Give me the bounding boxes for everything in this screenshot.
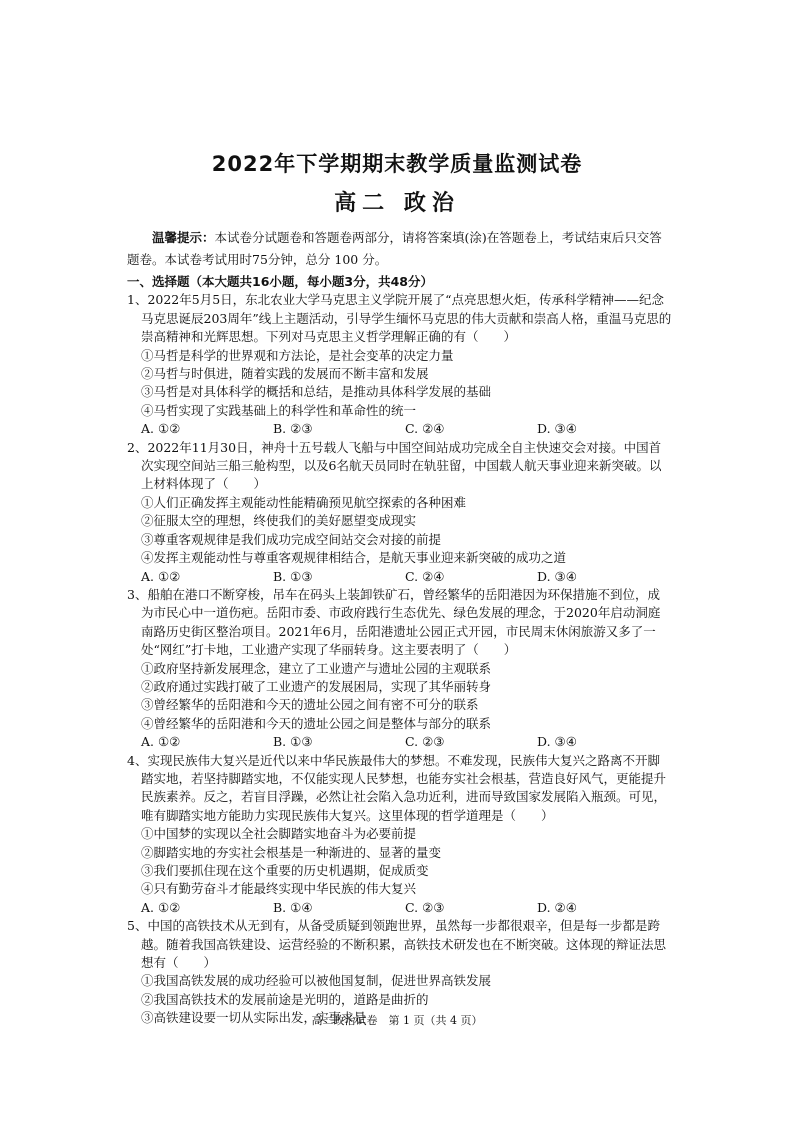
choice-a: A. ①② xyxy=(141,899,181,915)
question-option: ①马哲是科学的世界观和方法论，是社会变革的决定力量 xyxy=(141,347,454,363)
question-option: ②马哲与时俱进，随着实践的发展而不断丰富和发展 xyxy=(141,366,429,382)
exam-tip xyxy=(127,227,667,271)
question-option: ①政府坚持新发展理念，建立了工业遗产与遗址公园的主观联系 xyxy=(141,660,492,676)
choice-c: C. ②④ xyxy=(405,421,445,437)
question-option: ①人们正确发挥主观能动性能精确预见航空探索的各种困难 xyxy=(141,494,467,510)
choice-a: A. ①② xyxy=(141,568,181,584)
choice-c: C. ②④ xyxy=(405,568,445,584)
question-option: ③高铁建设要一切从实际出发，实事求是 xyxy=(141,1010,367,1026)
question-stem: 1、2022年5月5日，东北农业大学马克思主义学院开展了“点亮思想火炬，传承科学精神——纪念马克思诞辰203周年”线上主题活动，引导学生缅怀马克思的伟大贡献和崇高人格，重温马克思的崇高精神和光辉思想。下列对马克思主义哲学理解正确的有（ ） xyxy=(127,292,672,345)
question-3 xyxy=(127,586,672,752)
choice-c: C. ②③ xyxy=(405,734,445,750)
exam-title: 2022年下学期期末教学质量监测试卷 xyxy=(211,152,583,176)
choice-d: D. ③④ xyxy=(537,568,577,584)
answer-choices xyxy=(127,568,672,586)
choice-d: D. ③④ xyxy=(537,734,577,750)
question-option: ③我们要抓住现在这个重要的历史机遇期，促成质变 xyxy=(141,863,429,878)
question-option: ③马哲是对具体科学的概括和总结，是推动具体科学发展的基础 xyxy=(141,384,492,400)
question-option: ②脚踏实地的夯实社会根基是一种渐进的、显著的量变 xyxy=(141,844,442,860)
choice-a: A. ①② xyxy=(141,734,181,750)
question-option: ④发挥主观能动性与尊重客观规律相结合，是航天事业迎来新突破的成功之道 xyxy=(141,550,567,566)
page-footer: 高二政治试卷 第 1 页（共 4 页） xyxy=(311,1014,483,1027)
answer-choices xyxy=(127,420,672,438)
question-area xyxy=(127,273,672,1028)
question-option: ②我国高铁技术的发展前途是光明的，道路是曲折的 xyxy=(141,991,429,1007)
exam-subject: 高二 政治 xyxy=(334,191,460,216)
question-stem: 5、中国的高铁技术从无到有，从备受质疑到领跑世界，虽然每一步都很艰辛，但是每一步都是跨越。随着我国高铁建设、运营经验的不断积累，高铁技术研发也在不断突破。这体现的辩证法思想有（ ） xyxy=(127,918,667,971)
answer-choices xyxy=(127,733,672,751)
choice-a: A. ①② xyxy=(141,421,181,437)
question-option: ①我国高铁发展的成功经验可以被他国复制，促进世界高铁发展 xyxy=(141,973,492,989)
choice-c: C. ②③ xyxy=(405,899,445,915)
choice-b: B. ①④ xyxy=(273,899,313,915)
tip-text: 本试卷分试题卷和答题卷两部分，请将答案填(涂)在答题卷上，考试结束后只交答题卷。本试卷考试用时75分钟，总分 100 分。 xyxy=(127,230,662,267)
question-option: ④曾经繁华的岳阳港和今天的遗址公园之间是整体与部分的联系 xyxy=(141,715,492,731)
choice-d: D. ②④ xyxy=(537,899,577,915)
tip-label: 温馨提示： xyxy=(152,230,215,245)
question-option: ②征服太空的理想，终使我们的美好愿望变成现实 xyxy=(141,513,417,529)
question-option: ④只有勤劳奋斗才能最终实现中华民族的伟大复兴 xyxy=(141,881,417,897)
question-stem: 2、2022年11月30日，神舟十五号载人飞船与中国空间站成功完成全自主快速交会对接。中国首次实现空间站三船三舱构型，以及6名航天员同时在轨驻留，中国载人航天事业迎来新突破。以上材料体现了（ ） xyxy=(127,439,662,492)
question-option: ②政府通过实践打破了工业遗产的发展困局，实现了其华丽转身 xyxy=(141,678,492,694)
choice-d: D. ③④ xyxy=(537,421,577,437)
question-option: ④马哲实现了实践基础上的科学性和革命性的统一 xyxy=(141,402,417,418)
question-4 xyxy=(127,752,672,918)
question-option: ③曾经繁华的岳阳港和今天的遗址公园之间有密不可分的联系 xyxy=(141,697,479,713)
question-1 xyxy=(127,291,672,438)
question-2 xyxy=(127,439,672,586)
choice-b: B. ①③ xyxy=(273,568,313,584)
answer-choices xyxy=(127,899,672,917)
section-heading: 一、选择题（本大题共16小题，每小题3分，共48分） xyxy=(127,274,433,289)
choice-b: B. ①③ xyxy=(273,734,313,750)
question-stem: 3、船舶在港口不断穿梭，吊车在码头上装卸铁矿石，曾经繁华的岳阳港因为环保措施不到位，成为市民心中一道伤疤。岳阳市委、市政府践行生态优先、绿色发展的理念，于2020年启动洞庭南路历史街区整治项目。2021年6月，岳阳港遗址公园正式开园，市民周末休闲旅游又多了一处“网红”打卡地，工业遗产实现了华丽转身。这主要表明了（ ） xyxy=(127,586,661,658)
question-option: ①中国梦的实现以全社会脚踏实地奋斗为必要前提 xyxy=(141,826,417,842)
question-option: ③尊重客观规律是我们成功完成空间站交会对接的前提 xyxy=(141,531,442,547)
choice-b: B. ②③ xyxy=(273,421,313,437)
question-stem: 4、实现民族伟大复兴是近代以来中华民族最伟大的梦想。不难发现，民族伟大复兴之路离不开脚踏实地，若坚持脚踏实地，不仅能实现人民梦想，也能夯实社会根基，营造良好风气，更能提升民族素养。反之，若盲目浮躁，必然让社会陷入急功近利，进而导致国家发展陷入瓶颈。可见，唯有脚踏实地方能助力实现民族伟大复兴。这里体现的哲学道理是（ ） xyxy=(127,752,667,823)
